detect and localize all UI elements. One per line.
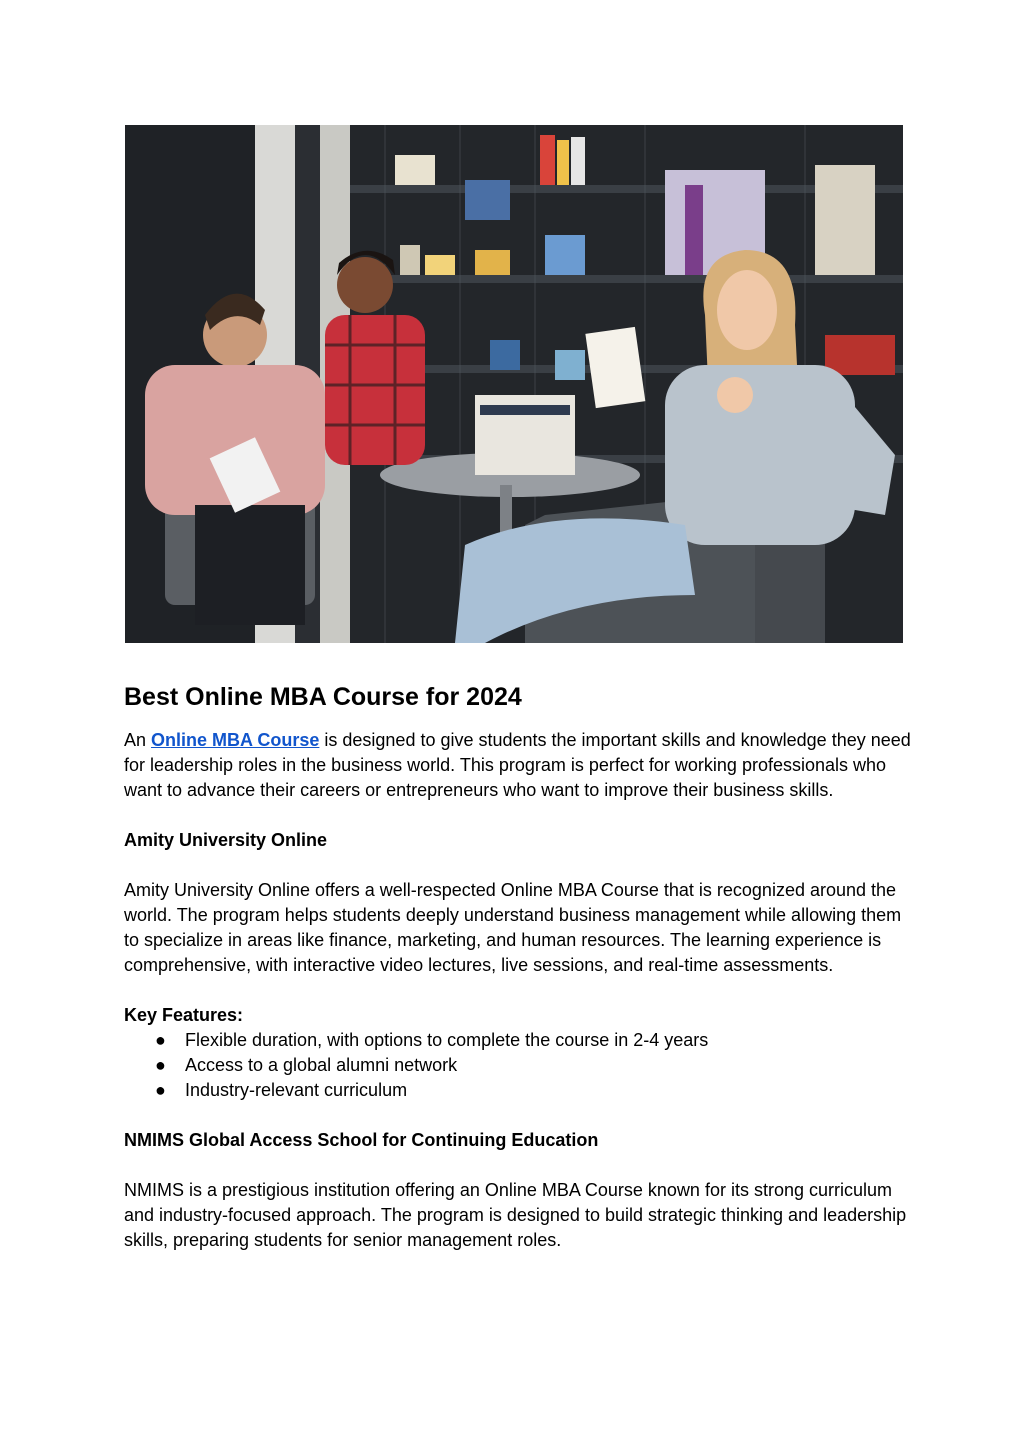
section-heading-nmims: NMIMS Global Access School for Continuing Education xyxy=(124,1130,599,1150)
intro-text: is designed to give students the important skills and knowledge they need for leadership roles in the business world. This program is perfect for working professionals who want to advance their careers or entrepreneurs who want to improve their business skills. xyxy=(124,730,911,800)
list-item xyxy=(155,1078,914,1103)
bullet-icon: ● xyxy=(155,1055,166,1075)
list-item xyxy=(155,1028,914,1053)
list-item-text: Industry-relevant curriculum xyxy=(185,1080,408,1100)
list-item xyxy=(155,1053,914,1078)
section-heading-amity: Amity University Online xyxy=(124,830,328,850)
hero-photo xyxy=(125,125,903,643)
intro-paragraph xyxy=(124,728,914,803)
section-body-nmims: NMIMS is a prestigious institution offering an Online MBA Course known for its strong curriculum and industry-focused approach. The program is designed to build strategic thinking and leadership skills, preparing students for senior management roles. xyxy=(124,1180,907,1250)
key-features-heading: Key Features: xyxy=(124,1005,244,1025)
list-item-text: Access to a global alumni network xyxy=(185,1055,458,1075)
article-title: Best Online MBA Course for 2024 xyxy=(124,683,522,711)
section-body-amity: Amity University Online offers a well-respected Online MBA Course that is recognized around the world. The program helps students deeply understand business management while allowing them to specialize in areas like finance, marketing, and human resources. The learning experience is comprehensive, with interactive video lectures, live sessions, and real-time assessments. xyxy=(124,880,902,975)
list-item-text: Flexible duration, with options to complete the course in 2-4 years xyxy=(185,1030,709,1050)
intro-prefix: An xyxy=(124,730,152,750)
online-mba-course-link[interactable]: Online MBA Course xyxy=(151,730,320,750)
bullet-icon: ● xyxy=(155,1080,166,1100)
bullet-icon: ● xyxy=(155,1030,166,1050)
key-features-list xyxy=(124,1028,914,1103)
article xyxy=(124,678,914,1253)
